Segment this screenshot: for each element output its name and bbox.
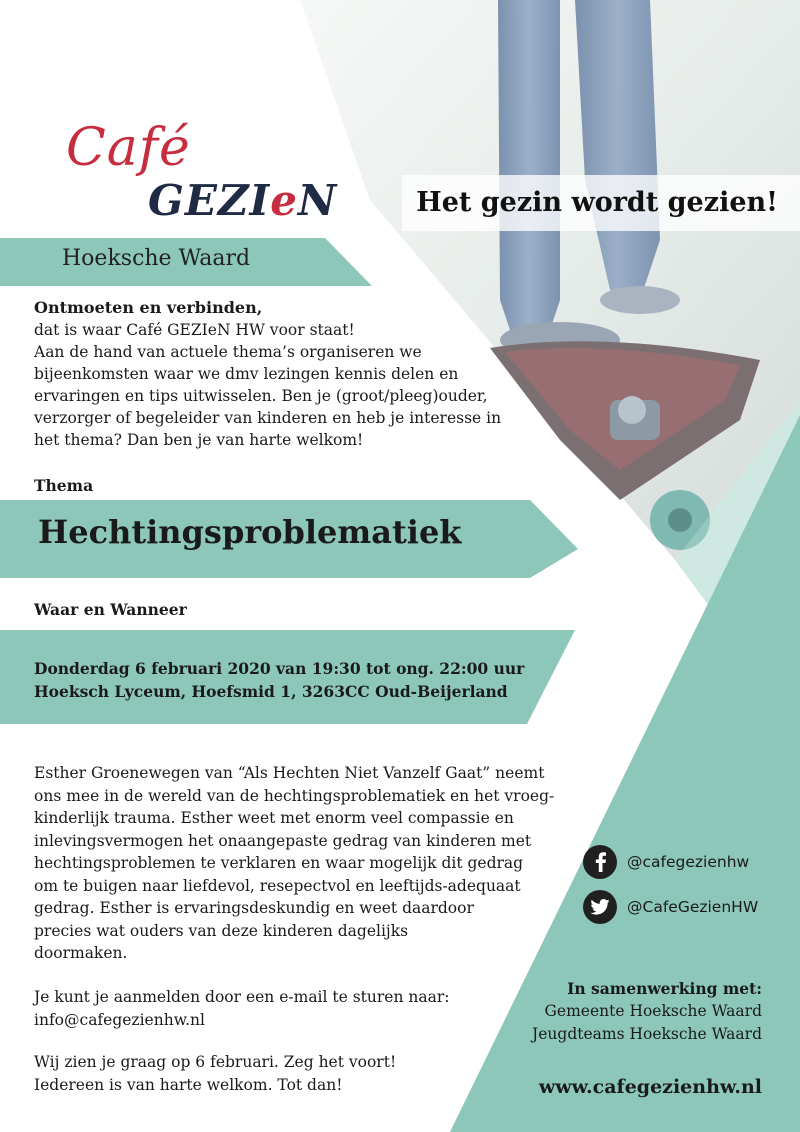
cafe-gezien-logo xyxy=(60,118,350,228)
slogan-banner xyxy=(402,175,800,231)
logo-cafe-text: Café xyxy=(66,118,191,178)
signup-info xyxy=(34,986,494,1031)
signup-text: Je kunt je aanmelden door een e-mail te sturen naar: xyxy=(34,988,450,1006)
speaker-description: Esther Groenewegen van “Als Hechten Niet Vanzelf Gaat” neemt ons mee in de wereld van de hechtingsproblematiek en het vroeg- kinderlijk trauma. Esther weet met enorm veel compassie en inlevingsvermogen het onaangepaste gedrag van kinderen met hechtingsproblemen te verklaren en waar mogelijk dit gedrag om te buigen naar liefdevol, resepectvol en leeftijds-adequaat gedrag. Esther is ervaringsdeskundig en weet daardoor precies wat ouders van deze kinderen dagelijks doormaken. xyxy=(34,764,555,962)
partner-item: Gemeente Hoeksche Waard xyxy=(544,1002,762,1020)
event-date-time: Donderdag 6 februari 2020 van 19:30 tot ong. 22:00 uur xyxy=(34,659,525,678)
logo-gezien-suffix: N xyxy=(297,176,338,225)
social-twitter[interactable] xyxy=(583,889,758,925)
partner-item: Jeugdteams Hoeksche Waard xyxy=(532,1025,762,1043)
facebook-handle: @cafegezienhw xyxy=(627,853,750,871)
social-facebook[interactable] xyxy=(583,844,749,880)
logo-gezien-e: e xyxy=(270,176,298,225)
logo-gezien-text xyxy=(148,176,337,225)
partners-heading: In samenwerking met: xyxy=(567,979,762,998)
skateboard-photo xyxy=(297,0,800,560)
intro-body: dat is waar Café GEZIeN HW voor staat! Aan de hand van actuele thema’s organiseren we bijeenkomsten waar we dmv lezingen kennis delen en ervaringen en tips uitwisselen. Ben je (groot/pleeg)ouder, verzorger of begeleider van kinderen en heb je interesse in het thema? Dan ben je van harte welkom! xyxy=(34,321,502,449)
theme-heading: Thema xyxy=(34,476,94,495)
region-label: Hoeksche Waard xyxy=(62,246,251,271)
website-link[interactable]: www.cafegezienhw.nl xyxy=(538,1076,762,1098)
twitter-icon xyxy=(583,890,617,924)
closing-text: Wij zien je graag op 6 februari. Zeg het voort! Iedereen is van harte welkom. Tot dan! xyxy=(34,1053,397,1094)
twitter-handle: @CafeGezienHW xyxy=(627,898,759,916)
logo-gezien-prefix: GEZI xyxy=(148,176,271,225)
partners-block xyxy=(532,977,762,1046)
signup-email-link[interactable]: info@cafegezienhw.nl xyxy=(34,1010,205,1029)
when-heading: Waar en Wanneer xyxy=(34,600,187,619)
theme-title: Hechtingsproblematiek xyxy=(38,513,462,551)
event-location: Hoeksch Lyceum, Hoefsmid 1, 3263CC Oud-Beijerland xyxy=(34,682,508,701)
intro-heading: Ontmoeten en verbinden, xyxy=(34,298,263,317)
facebook-icon xyxy=(583,845,617,879)
slogan-text: Het gezin wordt gezien! xyxy=(416,187,778,218)
